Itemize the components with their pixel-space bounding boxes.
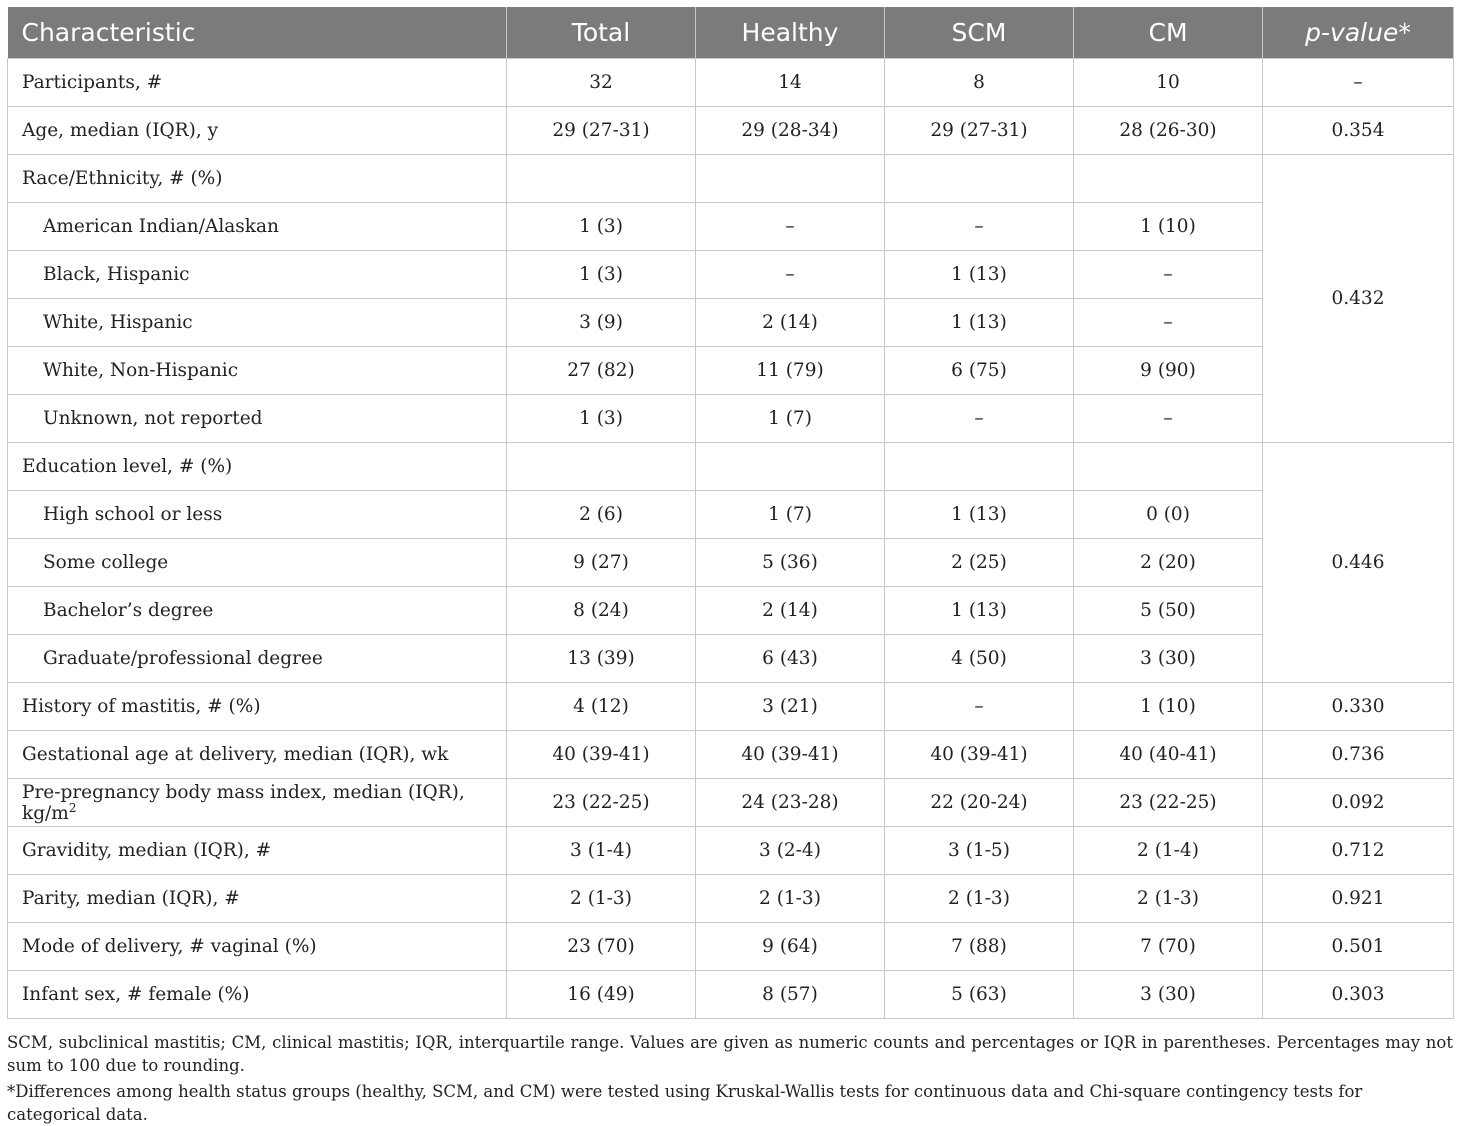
- cell-cm: 0 (0): [1074, 491, 1263, 539]
- characteristics-table-container: [7, 7, 1453, 1019]
- cell-p-value: 0.736: [1263, 731, 1454, 779]
- cell-cm: 5 (50): [1074, 587, 1263, 635]
- cell-scm: 29 (27-31): [885, 107, 1074, 155]
- cell-healthy: 1 (7): [696, 395, 885, 443]
- table-row: [8, 59, 1454, 107]
- row-label: Infant sex, # female (%): [8, 971, 507, 1019]
- table-row: [8, 107, 1454, 155]
- table-row: [8, 731, 1454, 779]
- row-label: Race/Ethnicity, # (%): [8, 155, 507, 203]
- cell-healthy: –: [696, 203, 885, 251]
- table-row: [8, 971, 1454, 1019]
- cell-cm: 40 (40-41): [1074, 731, 1263, 779]
- cell-cm: 9 (90): [1074, 347, 1263, 395]
- header-cm: CM: [1074, 7, 1263, 59]
- table-row: [8, 587, 1454, 635]
- cell-healthy: 3 (2-4): [696, 827, 885, 875]
- cell-scm: 2 (25): [885, 539, 1074, 587]
- table-row: [8, 779, 1454, 827]
- cell-cm: –: [1074, 251, 1263, 299]
- cell-scm: –: [885, 395, 1074, 443]
- header-total: Total: [507, 7, 696, 59]
- cell-total: 3 (1-4): [507, 827, 696, 875]
- table-row: [8, 683, 1454, 731]
- row-label: Age, median (IQR), y: [8, 107, 507, 155]
- cell-healthy: [696, 443, 885, 491]
- cell-total: 8 (24): [507, 587, 696, 635]
- row-label: [8, 779, 507, 827]
- cell-scm: 22 (20-24): [885, 779, 1074, 827]
- cell-cm: 2 (1-4): [1074, 827, 1263, 875]
- cell-total: [507, 155, 696, 203]
- table-row: [8, 203, 1454, 251]
- cell-scm: 6 (75): [885, 347, 1074, 395]
- cell-healthy: 24 (23-28): [696, 779, 885, 827]
- cell-healthy: 29 (28-34): [696, 107, 885, 155]
- cell-cm: 28 (26-30): [1074, 107, 1263, 155]
- bmi-label-text: Pre-pregnancy body mass index, median (IQR), kg/m: [22, 781, 465, 824]
- row-label: Unknown, not reported: [8, 395, 507, 443]
- row-label: American Indian/Alaskan: [8, 203, 507, 251]
- cell-total: 23 (22-25): [507, 779, 696, 827]
- cell-total: 1 (3): [507, 395, 696, 443]
- cell-scm: 7 (88): [885, 923, 1074, 971]
- cell-scm: 3 (1-5): [885, 827, 1074, 875]
- cell-healthy: 11 (79): [696, 347, 885, 395]
- cell-scm: 2 (1-3): [885, 875, 1074, 923]
- cell-p-value: 0.092: [1263, 779, 1454, 827]
- cell-scm: 5 (63): [885, 971, 1074, 1019]
- cell-cm: 2 (1-3): [1074, 875, 1263, 923]
- row-label: Bachelor’s degree: [8, 587, 507, 635]
- cell-p-value: 0.501: [1263, 923, 1454, 971]
- cell-total: 32: [507, 59, 696, 107]
- cell-cm: –: [1074, 395, 1263, 443]
- row-label: Gestational age at delivery, median (IQR), wk: [8, 731, 507, 779]
- row-label: Parity, median (IQR), #: [8, 875, 507, 923]
- header-p-value: p-value*: [1263, 7, 1454, 59]
- cell-scm: 1 (13): [885, 491, 1074, 539]
- cell-scm: –: [885, 203, 1074, 251]
- cell-cm: 2 (20): [1074, 539, 1263, 587]
- cell-healthy: [696, 155, 885, 203]
- row-label: Graduate/professional degree: [8, 635, 507, 683]
- cell-total: 40 (39-41): [507, 731, 696, 779]
- cell-healthy: 2 (1-3): [696, 875, 885, 923]
- cell-scm: –: [885, 683, 1074, 731]
- characteristics-table: [7, 7, 1454, 1019]
- cell-scm: 1 (13): [885, 587, 1074, 635]
- table-header-row: [8, 7, 1454, 59]
- cell-cm: –: [1074, 299, 1263, 347]
- table-row: [8, 155, 1454, 203]
- statistical-footnote: *Differences among health status groups (healthy, SCM, and CM) were tested using Kruskal-Wallis tests for continuous data and Chi-square contingency tests for categorical data.: [7, 1082, 1363, 1124]
- table-row: [8, 827, 1454, 875]
- table-row: [8, 347, 1454, 395]
- cell-cm: 1 (10): [1074, 683, 1263, 731]
- cell-scm: 40 (39-41): [885, 731, 1074, 779]
- cell-total: 4 (12): [507, 683, 696, 731]
- cell-cm: 3 (30): [1074, 971, 1263, 1019]
- row-label: Gravidity, median (IQR), #: [8, 827, 507, 875]
- header-healthy: Healthy: [696, 7, 885, 59]
- cell-healthy: 40 (39-41): [696, 731, 885, 779]
- table-row: [8, 539, 1454, 587]
- cell-total: 29 (27-31): [507, 107, 696, 155]
- cell-healthy: 2 (14): [696, 587, 885, 635]
- cell-p-value: 0.303: [1263, 971, 1454, 1019]
- cell-cm: 1 (10): [1074, 203, 1263, 251]
- table-row: [8, 443, 1454, 491]
- cell-healthy: 5 (36): [696, 539, 885, 587]
- cell-healthy: 6 (43): [696, 635, 885, 683]
- row-label: History of mastitis, # (%): [8, 683, 507, 731]
- table-notes: [7, 1031, 1453, 1126]
- table-row: [8, 923, 1454, 971]
- row-label: Some college: [8, 539, 507, 587]
- table-row: [8, 251, 1454, 299]
- table-row: [8, 635, 1454, 683]
- table-row: [8, 491, 1454, 539]
- table-row: [8, 395, 1454, 443]
- cell-scm: 1 (13): [885, 299, 1074, 347]
- cell-cm: 23 (22-25): [1074, 779, 1263, 827]
- cell-p-value: 0.330: [1263, 683, 1454, 731]
- cell-total: 2 (6): [507, 491, 696, 539]
- cell-total: 16 (49): [507, 971, 696, 1019]
- cell-healthy: 9 (64): [696, 923, 885, 971]
- row-label: High school or less: [8, 491, 507, 539]
- cell-p-value-race: 0.432: [1263, 155, 1454, 443]
- cell-healthy: 2 (14): [696, 299, 885, 347]
- cell-p-value: –: [1263, 59, 1454, 107]
- cell-total: 23 (70): [507, 923, 696, 971]
- cell-total: 27 (82): [507, 347, 696, 395]
- table-row: [8, 875, 1454, 923]
- cell-healthy: –: [696, 251, 885, 299]
- cell-cm: 7 (70): [1074, 923, 1263, 971]
- cell-p-value: 0.712: [1263, 827, 1454, 875]
- cell-scm: 8: [885, 59, 1074, 107]
- cell-cm: 10: [1074, 59, 1263, 107]
- cell-healthy: 8 (57): [696, 971, 885, 1019]
- bmi-superscript: 2: [68, 800, 77, 815]
- header-characteristic: Characteristic: [8, 7, 507, 59]
- row-label: White, Hispanic: [8, 299, 507, 347]
- cell-total: 1 (3): [507, 251, 696, 299]
- cell-total: [507, 443, 696, 491]
- cell-total: 13 (39): [507, 635, 696, 683]
- table-row: [8, 299, 1454, 347]
- cell-p-value-education: 0.446: [1263, 443, 1454, 683]
- cell-total: 9 (27): [507, 539, 696, 587]
- cell-total: 1 (3): [507, 203, 696, 251]
- cell-healthy: 1 (7): [696, 491, 885, 539]
- abbreviations-note: SCM, subclinical mastitis; CM, clinical mastitis; IQR, interquartile range. Values are given as numeric counts and percentages or IQR in parentheses. Percentages may not sum to 100 due to rounding.: [7, 1033, 1453, 1075]
- row-label: Education level, # (%): [8, 443, 507, 491]
- cell-scm: [885, 443, 1074, 491]
- cell-healthy: 3 (21): [696, 683, 885, 731]
- cell-scm: [885, 155, 1074, 203]
- cell-total: 2 (1-3): [507, 875, 696, 923]
- cell-scm: 4 (50): [885, 635, 1074, 683]
- cell-healthy: 14: [696, 59, 885, 107]
- cell-total: 3 (9): [507, 299, 696, 347]
- row-label: White, Non-Hispanic: [8, 347, 507, 395]
- cell-scm: 1 (13): [885, 251, 1074, 299]
- cell-cm: [1074, 443, 1263, 491]
- cell-p-value: 0.354: [1263, 107, 1454, 155]
- row-label: Mode of delivery, # vaginal (%): [8, 923, 507, 971]
- cell-p-value: 0.921: [1263, 875, 1454, 923]
- header-scm: SCM: [885, 7, 1074, 59]
- row-label: Black, Hispanic: [8, 251, 507, 299]
- cell-cm: 3 (30): [1074, 635, 1263, 683]
- cell-cm: [1074, 155, 1263, 203]
- row-label: Participants, #: [8, 59, 507, 107]
